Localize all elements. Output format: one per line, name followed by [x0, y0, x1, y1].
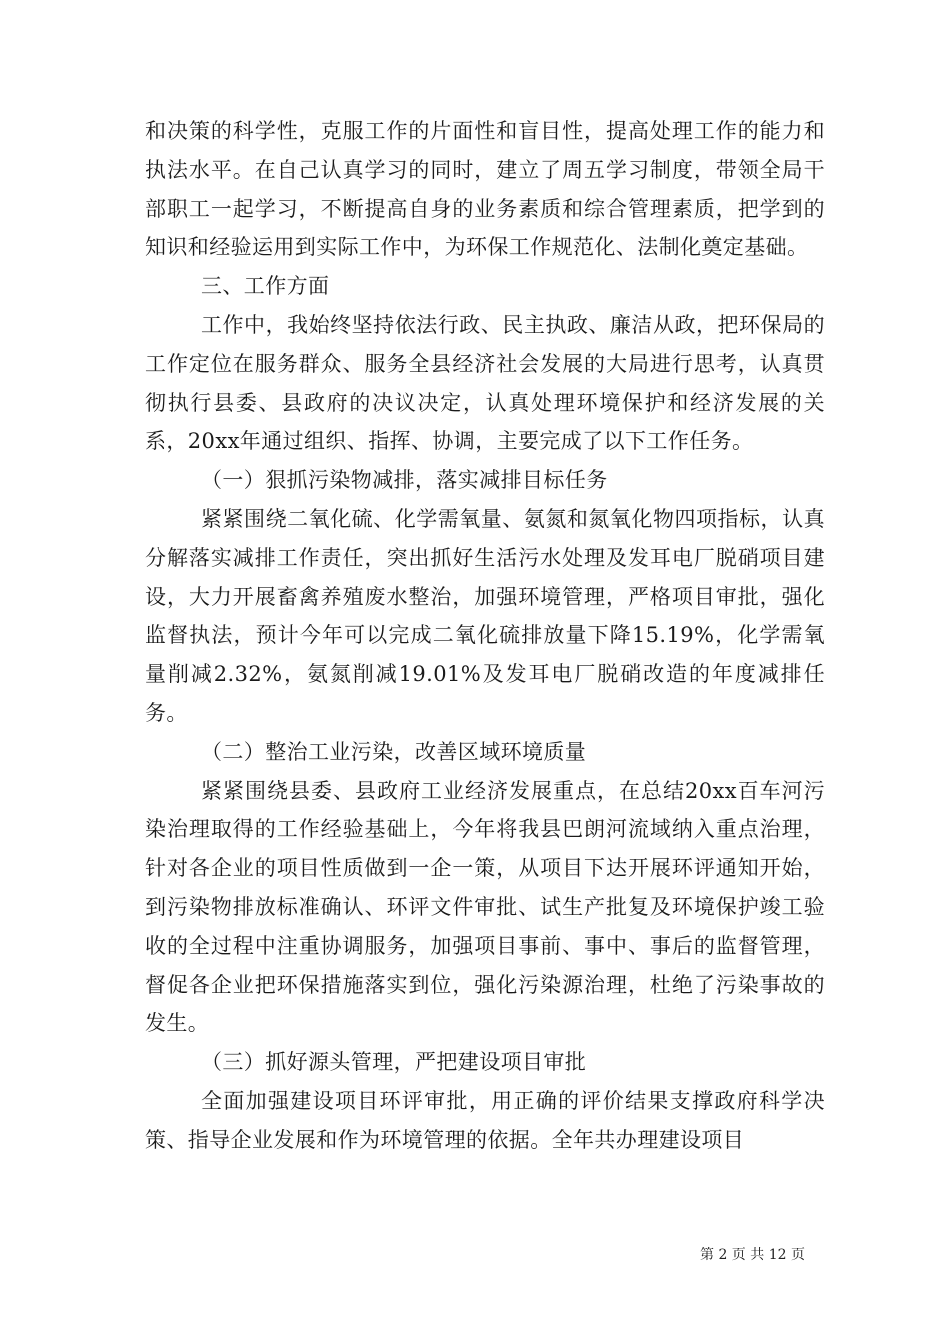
- paragraph-continuation: 和决策的科学性，克服工作的片面性和盲目性，提高处理工作的能力和执法水平。在自己认真学习的同时，建立了周五学习制度，带领全局干部职工一起学习，不断提高自身的业务素质和综合管理素质，把学到的知识和经验运用到实际工作中，为环保工作规范化、法制化奠定基础。: [145, 119, 825, 260]
- subheading-industrial-pollution: （二）整治工业污染，改善区域环境质量: [201, 739, 587, 764]
- page-number-footer: 第 2 页 共 12 页: [700, 1247, 805, 1263]
- document-body: [145, 112, 825, 1160]
- subheading-emission-reduction: （一）狠抓污染物减排，落实减排目标任务: [201, 468, 608, 493]
- section-heading-work: 三、工作方面: [201, 274, 330, 299]
- subheading-project-approval: （三）抓好源头管理，严把建设项目审批: [201, 1050, 587, 1075]
- paragraph-project-approval: 全面加强建设项目环评审批，用正确的评价结果支撑政府科学决策、指导企业发展和作为环境管理的依据。全年共办理建设项目: [145, 1088, 825, 1152]
- paragraph-emission-reduction: 紧紧围绕二氧化硫、化学需氧量、氨氮和氮氧化物四项指标，认真分解落实减排工作责任，突出抓好生活污水处理及发耳电厂脱硝项目建设，大力开展畜禽养殖废水整治，加强环境管理，严格项目审批，强化监督执法，预计今年可以完成二氧化硫排放量下降15.19%，化学需氧量削减2.32%，氨氮削减19.01%及发耳电厂脱硝改造的年度减排任务。: [145, 506, 825, 725]
- paragraph-industrial-pollution: 紧紧围绕县委、县政府工业经济发展重点，在总结20xx百车河污染治理取得的工作经验基础上，今年将我县巴朗河流域纳入重点治理，针对各企业的项目性质做到一企一策，从项目下达开展环评通知开始，到污染物排放标准确认、环评文件审批、试生产批复及环境保护竣工验收的全过程中注重协调服务，加强项目事前、事中、事后的监督管理，督促各企业把环保措施落实到位，强化污染源治理，杜绝了污染事故的发生。: [145, 778, 825, 1036]
- paragraph-work-overview: 工作中，我始终坚持依法行政、民主执政、廉洁从政，把环保局的工作定位在服务群众、服务全县经济社会发展的大局进行思考，认真贯彻执行县委、县政府的决议决定，认真处理环境保护和经济发展的关系，20xx年通过组织、指挥、协调，主要完成了以下工作任务。: [145, 312, 825, 454]
